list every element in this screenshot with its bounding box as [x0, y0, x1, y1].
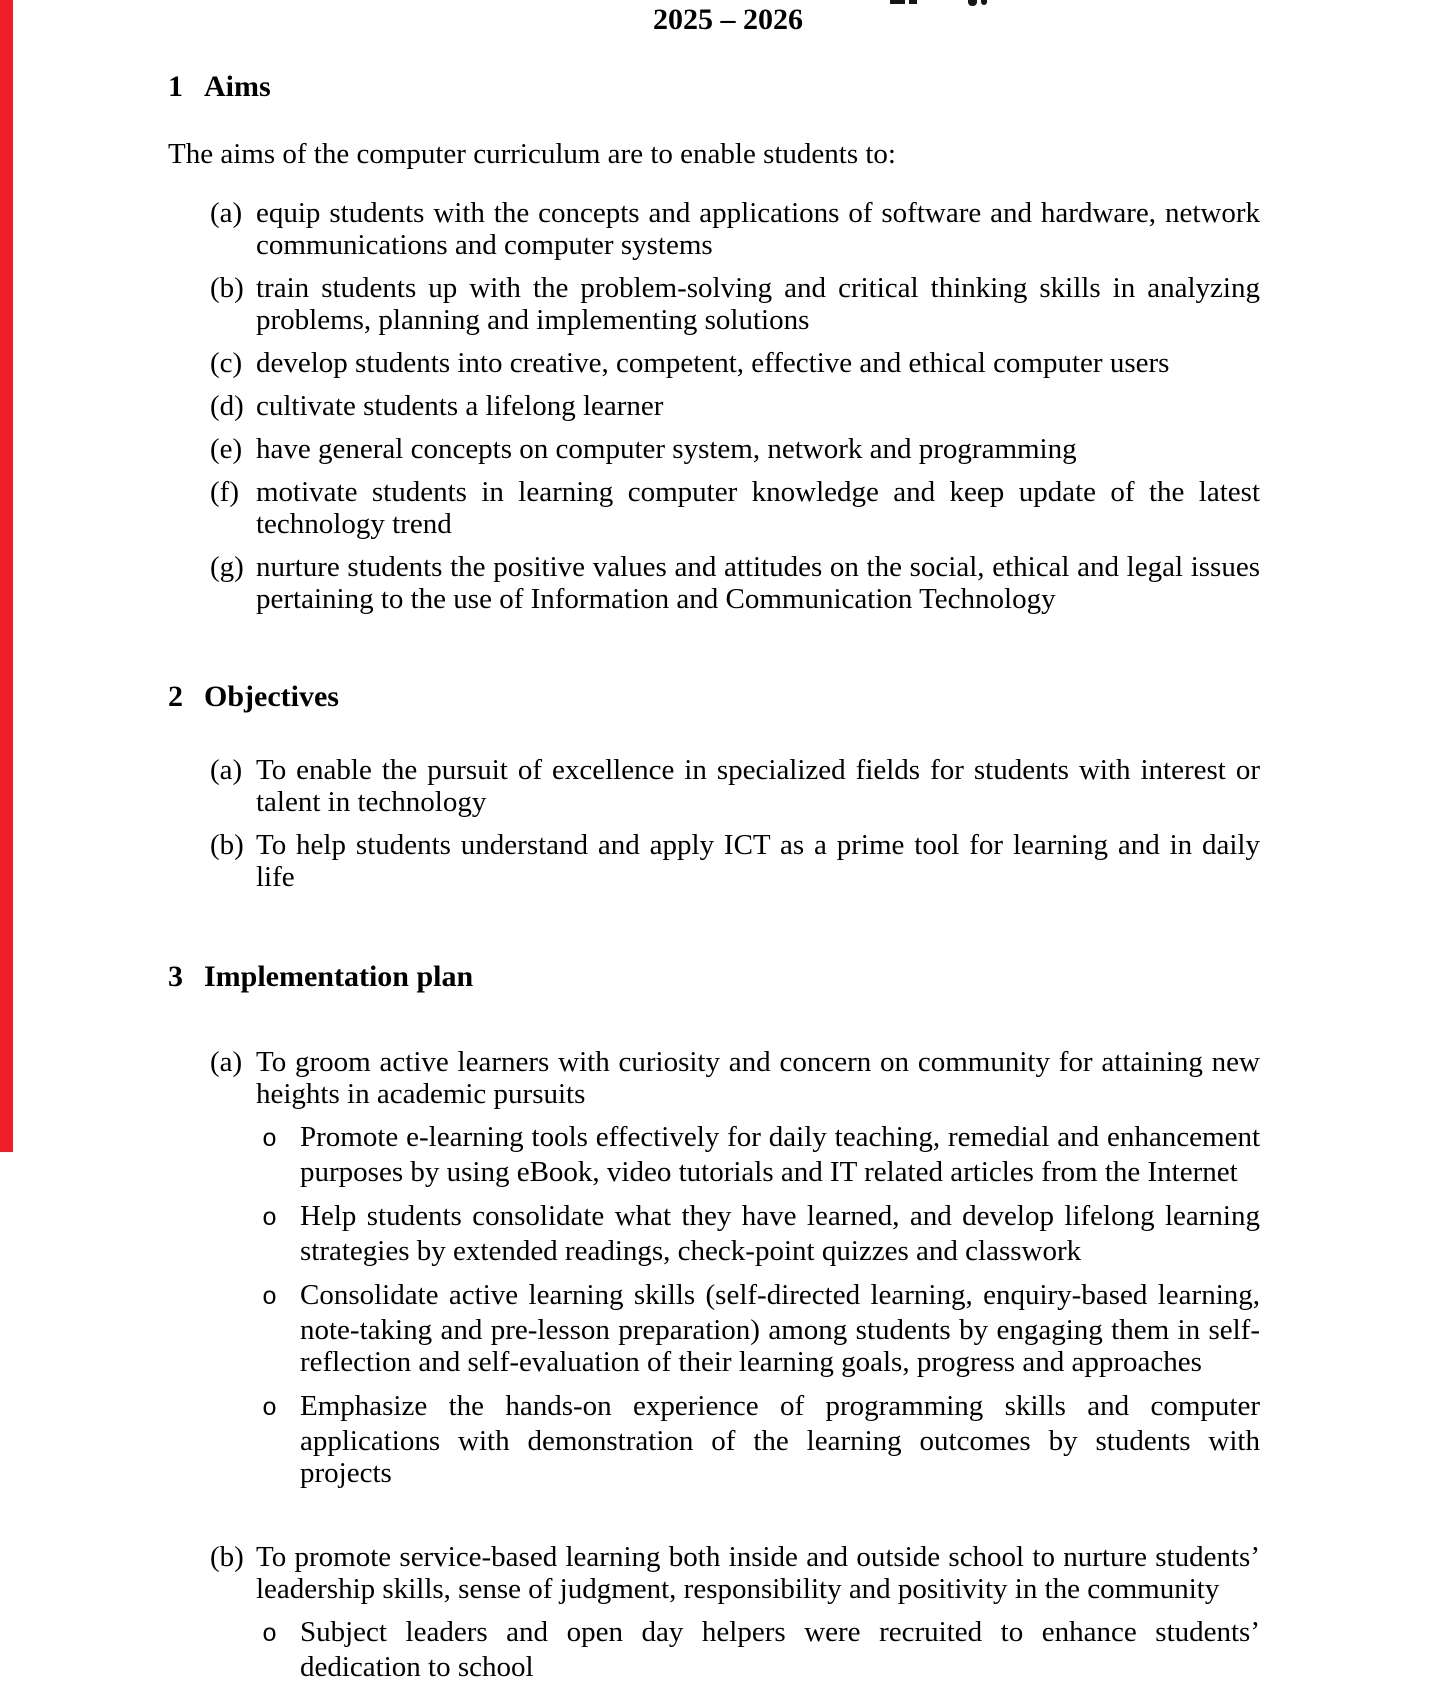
- list-item-objectives-b: [168, 829, 1260, 893]
- document-year-range: 2025 – 2026: [653, 3, 803, 36]
- item-text: To help students understand and apply ICT as a prime tool for learning and in daily life: [256, 829, 1260, 893]
- item-text: Emphasize the hands-on experience of programming skills and computer applications with demonstration of the learning outcomes by students with projects: [300, 1390, 1260, 1489]
- left-margin-red-bar: [0, 0, 13, 1152]
- implementation-b-sublist: [168, 1616, 1260, 1683]
- bullet-marker: o: [262, 1125, 278, 1154]
- item-text: train students up with the problem-solving and critical thinking skills in analyzing problems, planning and implementing solutions: [256, 272, 1260, 336]
- item-label: (b): [210, 272, 244, 304]
- implementation-list: [168, 1046, 1260, 1683]
- item-label: (e): [210, 433, 243, 465]
- sub-bullet-help-consolidate: [168, 1200, 1260, 1267]
- item-label: (a): [210, 754, 243, 786]
- section-title: Implementation plan: [204, 960, 474, 993]
- bullet-marker: o: [262, 1620, 278, 1649]
- item-label: (b): [210, 1541, 244, 1573]
- section-title: Aims: [204, 70, 271, 103]
- item-text: Subject leaders and open day helpers were recruited to enhance students’ dedication to school: [300, 1616, 1260, 1683]
- list-item-aims-e: [168, 433, 1260, 465]
- section-number: 2: [168, 680, 183, 713]
- list-item-objectives-a: [168, 754, 1260, 818]
- clipped-heading-fragment: [890, 0, 905, 4]
- list-item-aims-d: [168, 390, 1260, 422]
- implementation-a-sublist: [168, 1121, 1260, 1489]
- item-text: To enable the pursuit of excellence in specialized fields for students with interest or talent in technology: [256, 754, 1260, 818]
- sub-bullet-consolidate-skills: [168, 1279, 1260, 1378]
- aims-intro-paragraph: The aims of the computer curriculum are to enable students to:: [168, 138, 896, 170]
- item-label: (c): [210, 347, 243, 379]
- item-text: have general concepts on computer system, network and programming: [256, 433, 1077, 465]
- item-text: To groom active learners with curiosity and concern on community for attaining new heights in academic pursuits: [256, 1046, 1260, 1110]
- item-label: (a): [210, 197, 243, 229]
- item-text: Consolidate active learning skills (self-directed learning, enquiry-based learning, note-taking and pre-lesson preparation) among students by engaging them in self-reflection and self-evaluation of their learning goals, progress and approaches: [300, 1279, 1260, 1378]
- section-title: Objectives: [204, 680, 339, 713]
- item-label: (g): [210, 551, 244, 583]
- section-number: 1: [168, 70, 183, 103]
- list-item-aims-a: [168, 197, 1260, 261]
- document-body: [168, 70, 1260, 1683]
- sub-bullet-emphasize-handson: [168, 1390, 1260, 1489]
- item-text: nurture students the positive values and attitudes on the social, ethical and legal issues pertaining to the use of Information and Communication Technology: [256, 551, 1260, 615]
- section-heading-objectives: [168, 680, 1260, 714]
- item-text: cultivate students a lifelong learner: [256, 390, 664, 422]
- item-text: develop students into creative, competent, effective and ethical computer users: [256, 347, 1170, 379]
- list-item-aims-c: [168, 347, 1260, 379]
- sub-bullet-subject-leaders: [168, 1616, 1260, 1683]
- item-label: (f): [210, 476, 239, 508]
- aims-list: [168, 197, 1260, 615]
- bullet-marker: o: [262, 1394, 278, 1423]
- section-number: 3: [168, 960, 183, 993]
- item-label: (a): [210, 1046, 243, 1078]
- objectives-list: [168, 754, 1260, 893]
- sub-bullet-promote-elearning: [168, 1121, 1260, 1188]
- list-item-implementation-a: [168, 1046, 1260, 1110]
- item-text: To promote service-based learning both inside and outside school to nurture students’ leadership skills, sense of judgment, responsibility and positivity in the community: [256, 1541, 1260, 1605]
- bullet-marker: o: [262, 1204, 278, 1233]
- item-text: Help students consolidate what they have learned, and develop lifelong learning strategies by extended readings, check-point quizzes and classwork: [300, 1200, 1260, 1267]
- item-text: motivate students in learning computer knowledge and keep update of the latest technology trend: [256, 476, 1260, 540]
- list-item-aims-g: [168, 551, 1260, 615]
- bullet-marker: o: [262, 1283, 278, 1312]
- list-item-implementation-b: [168, 1541, 1260, 1605]
- list-item-aims-b: [168, 272, 1260, 336]
- list-item-aims-f: [168, 476, 1260, 540]
- item-label: (d): [210, 390, 244, 422]
- item-text: equip students with the concepts and applications of software and hardware, network communications and computer systems: [256, 197, 1260, 261]
- section-heading-aims: [168, 70, 1260, 104]
- clipped-heading-fragment: [909, 0, 917, 4]
- section-heading-implementation-plan: [168, 960, 1260, 994]
- item-text: Promote e-learning tools effectively for daily teaching, remedial and enhancement purposes by using eBook, video tutorials and IT related articles from the Internet: [300, 1121, 1260, 1188]
- item-label: (b): [210, 829, 244, 861]
